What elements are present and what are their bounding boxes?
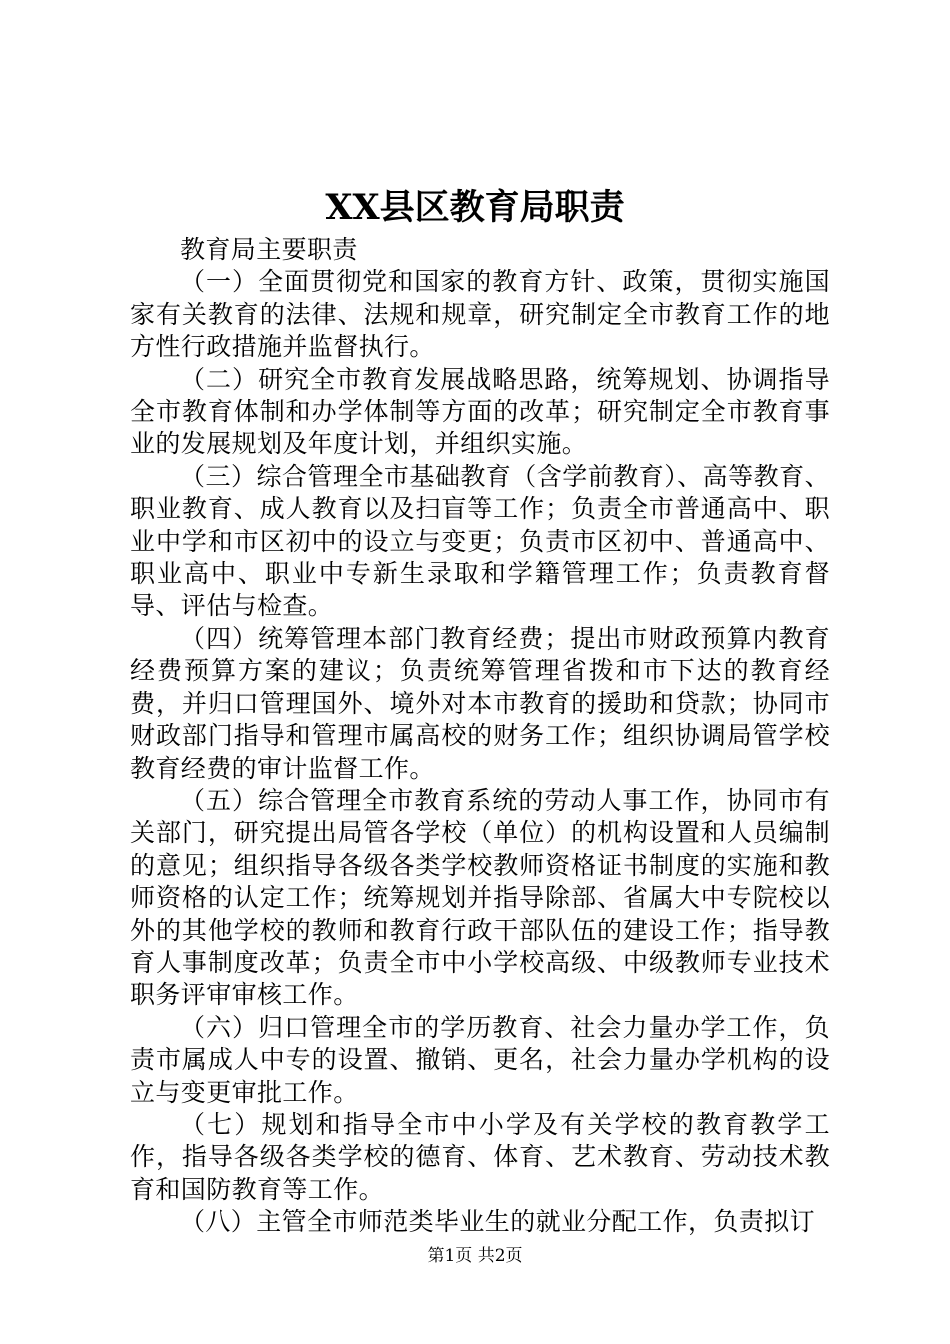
lead-paragraph: 教育局主要职责 xyxy=(180,235,358,264)
page-footer: 第1页 共2页 xyxy=(427,1246,523,1266)
duty-item-2: （二）研究全市教育发展战略思路，统筹规划、协调指导全市教育体制和办学体制等方面的改革；研究制定全市教育事业的发展规划及年度计划，并组织实施。 xyxy=(130,364,830,459)
document-body xyxy=(130,234,830,1239)
duty-item-4: （四）统筹管理本部门教育经费；提出市财政预算内教育经费预算方案的建议；负责统筹管理省拨和市下达的教育经费，并归口管理国外、境外对本市教育的援助和贷款；协同市财政部门指导和管理市属高校的财务工作；组织协调局管学校教育经费的审计监督工作。 xyxy=(130,623,830,783)
document-title: XX县区教育局职责 xyxy=(325,187,625,228)
duty-item-1: （一）全面贯彻党和国家的教育方针、政策，贯彻实施国家有关教育的法律、法规和规章，研究制定全市教育工作的地方性行政措施并监督执行。 xyxy=(130,267,830,362)
duty-item-7: （七）规划和指导全市中小学及有关学校的教育教学工作，指导各级各类学校的德育、体育、艺术教育、劳动技术教育和国防教育等工作。 xyxy=(130,1109,830,1204)
duty-item-6: （六）归口管理全市的学历教育、社会力量办学工作，负责市属成人中专的设置、撤销、更名，社会力量办学机构的设立与变更审批工作。 xyxy=(130,1012,830,1107)
duty-item-8: （八）主管全市师范类毕业生的就业分配工作，负责拟订 xyxy=(180,1207,816,1237)
duty-item-3: （三）综合管理全市基础教育（含学前教育）、高等教育、职业教育、成人教育以及扫盲等工作；负责全市普通高中、职业中学和市区初中的设立与变更；负责市区初中、普通高中、职业高中、职业中专新生录取和学籍管理工作；负责教育督导、评估与检查。 xyxy=(130,461,830,621)
duty-item-5: （五）综合管理全市教育系统的劳动人事工作，协同市有关部门，研究提出局管各学校（单位）的机构设置和人员编制的意见；组织指导各级各类学校教师资格证书制度的实施和教师资格的认定工作；统筹规划并指导除部、省属大中专院校以外的其他学校的教师和教育行政干部队伍的建设工作；指导教育人事制度改革；负责全市中小学校高级、中级教师专业技术职务评审审核工作。 xyxy=(130,785,830,1010)
